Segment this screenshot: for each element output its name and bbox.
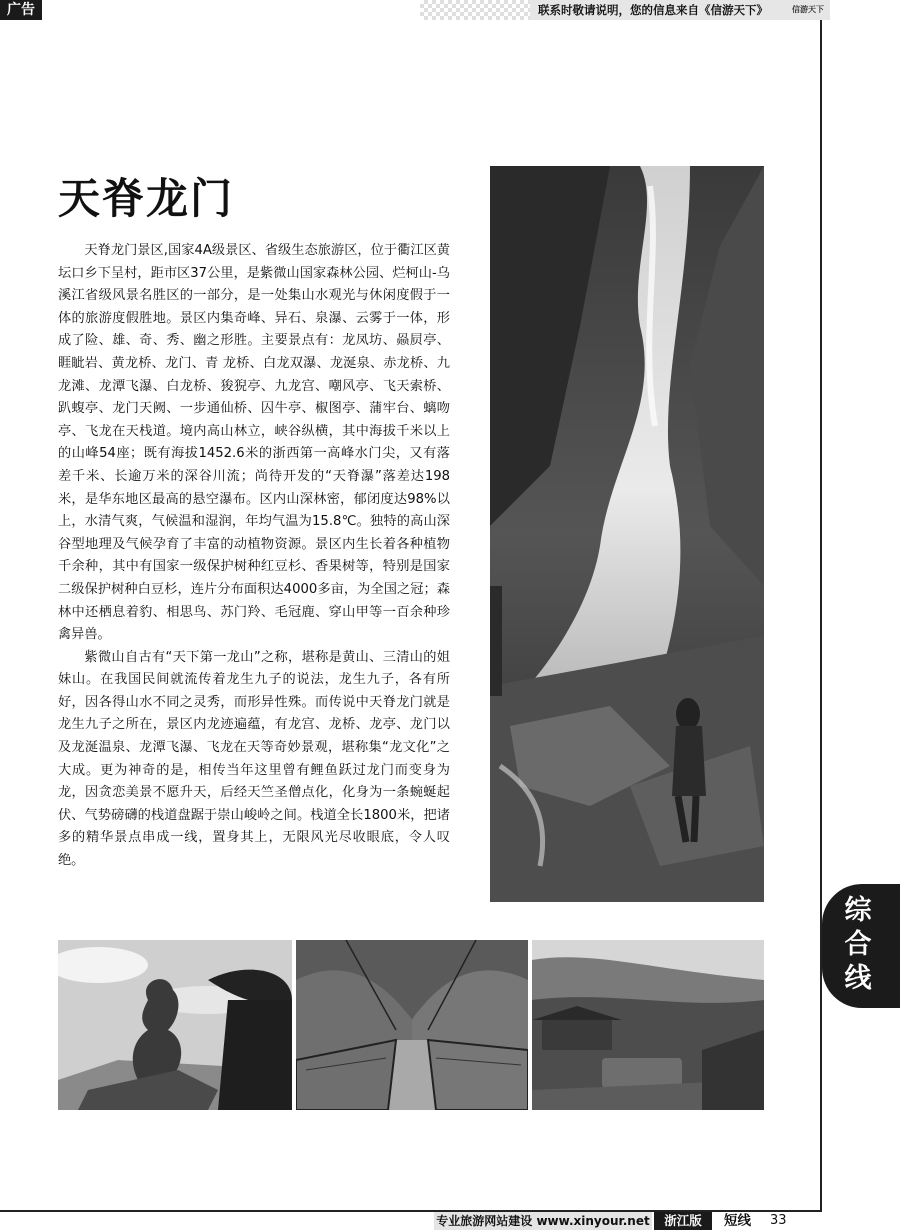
footer-section: 短线 [724, 1213, 751, 1229]
paragraph-2: 紫微山自古有“天下第一龙山”之称，堪称是黄山、三清山的姐妹山。在我国民间就流传着龙生九子的说法，龙生九子，各有所好，因各得山水不同之灵秀，而形异性殊。而传说中天脊龙门就是龙生九子之所在，景区内龙迹遍蕴，有龙宫、龙桥、龙亭、龙门以及龙涎温泉、龙潭飞瀑、飞龙在天等奇妙景观，堪称集“龙文化”之大成。更为神奇的是，相传当年这里曾有鲤鱼跃过龙门而变身为龙，因贪恋美景不愿升天，后经天竺圣僧点化，化身为一条蜿蜒起伏、气势磅礴的栈道盘踞于崇山峻岭之间。栈道全长1800米，把诸多的精华景点串成一线，置身其上，无限风光尽收眼底，令人叹绝。 [58, 649, 450, 869]
mountain-gate-photo [532, 940, 764, 1110]
suspension-bridge-photo [296, 940, 528, 1110]
brand-logo: 信游天下 [792, 5, 824, 14]
category-tab-label: 综合线 [844, 895, 872, 994]
paragraph-1: 天脊龙门景区,国家4A级景区、省级生态旅游区，位于衢江区黄坛口乡下呈村，距市区37公里，是紫微山国家森林公园、烂柯山-乌溪江省级风景名胜区的一部分，是一处集山水观光与休闲度假于一体的旅游度假胜地。景区内集奇峰、异石、泉瀑、云雾于一体，形成了险、雄、奇、秀、幽之形胜。主要景点有：龙凤坊、赑屃亭、睚眦岩、黄龙桥、龙门、青 龙桥、白龙双瀑、龙涎泉、赤龙桥、九龙滩、龙潭飞瀑、白龙桥、狻猊亭、九龙宫、嘲风亭、飞天索桥、趴蝮亭、龙门天阙、一步通仙桥、囚牛亭、椒图亭、蒲牢台、螭吻亭、飞龙在天栈道。境内高山林立，峡谷纵横，其中海拔千米以上的山峰54座；既有海拔1452.6米的浙西第一高峰水门尖，又有落差千米、长逾万米的深谷川流；尚待开发的“天脊瀑”落差达198米，是华东地区最高的悬空瀑布。区内山深林密，郁闭度达98%以上，水清气爽，气候温和湿润，年均气温为15.8℃。独特的高山深谷型地理及气候孕育了丰富的动植物资源。景区内生长着各种植物千余种，其中有国家一级保护树种红豆杉、香果树等，特别是国家二级保护树种白豆杉，连片分布面积达4000多亩，为全国之冠；森林中还栖息着豹、相思鸟、苏门羚、毛冠鹿、穿山甲等一百余种珍禽异兽。 [58, 243, 450, 643]
footer-edition: 浙江版 [654, 1212, 712, 1230]
page-number: 33 [770, 1213, 787, 1228]
page-footer [434, 1212, 900, 1230]
top-banner [0, 0, 900, 20]
source-notice: 联系时敬请说明，您的信息来自《信游天下》 [530, 0, 830, 20]
article-title: 天脊龙门 [58, 174, 235, 223]
checker-decoration [420, 0, 530, 20]
waterfall-photo [490, 166, 764, 902]
ad-label: 广告 [0, 0, 42, 20]
footer-website: 专业旅游网站建设 www.xinyour.net [434, 1212, 652, 1230]
rock-pillar-photo [58, 940, 292, 1110]
article-body [58, 240, 450, 873]
category-tab [822, 884, 900, 1008]
